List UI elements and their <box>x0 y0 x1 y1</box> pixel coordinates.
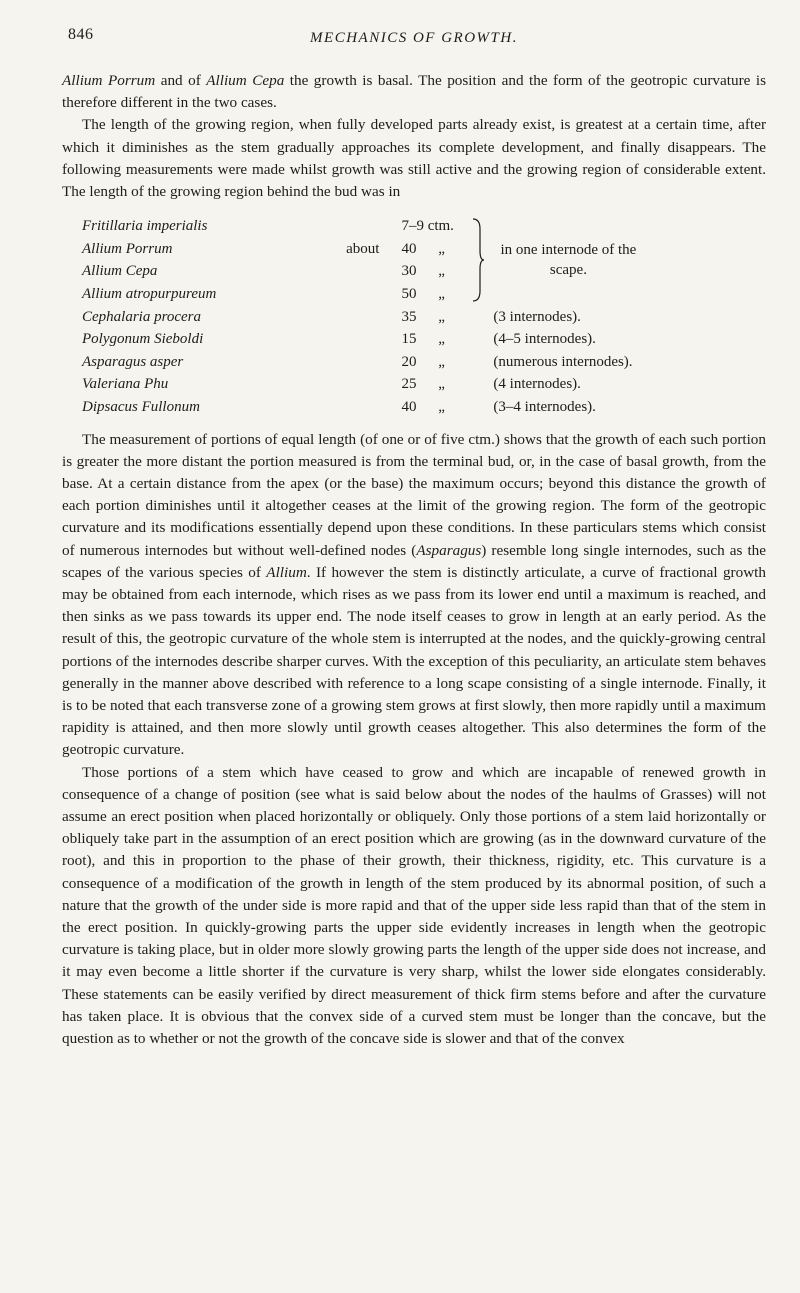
length-value: 7–9 <box>401 218 424 235</box>
length-value: 25 <box>401 376 417 393</box>
measurement-row <box>82 351 766 374</box>
length-value: 15 <box>401 331 417 348</box>
species-cell: Dipsacus Fullonum <box>82 398 200 415</box>
ditto-mark: „ <box>438 331 445 348</box>
about-cell: about <box>346 240 380 257</box>
about-cell <box>287 396 401 419</box>
length-value: 30 <box>401 263 417 280</box>
curvature-paragraph: Those portions of a stem which have ceased to grow and which are incapable of renewed growth in consequence of a change of position (see what is said below about the nodes of the haulms of Grasses) will not assume an erect position when placed horizontally or obliquely. Only those portions of a stem laid horizontally or obliquely take part in the assumption of an erect position which are growing (as in the downward curvature of the root), and this in proportion to the phase of their growth, their thickness, rigidity, etc. This curvature is a consequence of a modification of the growth in length of the stem produced by its abnormal position, of such a nature that the growth of the under side is more rapid and that of the upper side less rapid than that of the stem in the erect position. In quickly-growing parts the upper side evidently increases in length when the geotropic curvature is taking place, but in older more slowly growing parts the length of the upper side does not increase, and it may even become a little shorter if the curvature is very sharp, whilst the lower side elongates considerably. These statements can be easily verified by direct measurement of thick firm stems before and after the curvature has taken place. It is obvious that the convex side of a curved stem must be longer than the concave, but the question as to whether or not the growth of the concave side is slower and that of the convex <box>62 763 766 1048</box>
value-cell <box>401 260 468 283</box>
page-header <box>62 22 766 50</box>
about-cell <box>287 328 401 351</box>
species-name: Allium Porrum <box>62 72 156 89</box>
length-value: 20 <box>401 353 417 370</box>
measurement-discussion-paragraph <box>62 429 766 762</box>
ditto-mark: „ <box>438 240 445 257</box>
about-cell <box>287 306 401 329</box>
ditto-mark: „ <box>438 308 445 325</box>
species-cell: Polygonum Sieboldi <box>82 331 204 348</box>
measurement-row <box>82 306 766 329</box>
species-cell: Fritillaria imperialis <box>82 218 208 235</box>
species-cell: Cephalaria procera <box>82 308 202 325</box>
value-cell <box>401 215 468 238</box>
internode-note: (4 internodes). <box>493 376 581 393</box>
value-cell <box>401 373 468 396</box>
page-number: 846 <box>68 26 94 43</box>
growing-region-paragraph: The length of the growing region, when fully developed parts already exist, is greatest at a certain time, after which it diminishes as the stem gradually approaches its complete development, and finally disappears. The following measurements were made whilst growth was still active and the growing region of considerable extent. The length of the growing region behind the bud was in <box>62 116 766 201</box>
grouped-note-cell <box>493 215 766 305</box>
length-value: 35 <box>401 308 417 325</box>
species-cell: Asparagus asper <box>82 353 184 370</box>
length-value: 40 <box>401 398 417 415</box>
ditto-mark: „ <box>438 353 445 370</box>
grouped-note: in one internode of the scape. <box>500 242 637 279</box>
species-cell: Valeriana Phu <box>82 376 169 393</box>
about-cell <box>287 351 401 374</box>
value-cell <box>401 328 468 351</box>
value-cell <box>401 238 468 261</box>
genus-name: Asparagus <box>416 541 482 559</box>
spacer-cell <box>469 396 494 419</box>
ditto-mark: „ <box>438 398 445 415</box>
measurement-row <box>82 328 766 351</box>
ditto-mark: „ <box>438 263 445 280</box>
species-cell: Allium Cepa <box>82 263 158 280</box>
length-value: 50 <box>401 286 417 302</box>
intro-paragraph <box>62 70 766 114</box>
about-cell <box>287 283 401 306</box>
about-cell <box>287 215 401 238</box>
species-cell: Allium Porrum <box>82 240 173 257</box>
text-run: and of <box>155 72 207 89</box>
ditto-mark: „ <box>438 376 445 393</box>
internode-note: (4–5 internodes). <box>493 331 596 348</box>
unit-label: ctm. <box>427 218 454 235</box>
measurements-body <box>82 215 766 418</box>
measurements-table <box>82 215 766 418</box>
text-run: the growth is basal. The position and the form of the geotropic curvature is therefore different in the two cases. <box>62 72 766 112</box>
internode-note: (numerous internodes). <box>493 353 633 370</box>
spacer-cell <box>469 373 494 396</box>
internode-note: (3–4 internodes). <box>493 398 596 415</box>
about-cell <box>287 260 401 283</box>
measurement-row <box>82 373 766 396</box>
value-cell <box>401 283 468 306</box>
spacer-cell <box>469 351 494 374</box>
brace-icon <box>471 217 485 303</box>
brace-cell <box>469 215 494 305</box>
running-title: MECHANICS OF GROWTH. <box>310 30 518 46</box>
ditto-mark: „ <box>438 286 445 302</box>
internode-note: (3 internodes). <box>493 308 581 325</box>
measurement-row <box>82 215 766 238</box>
value-cell <box>401 306 468 329</box>
length-value: 40 <box>401 240 417 257</box>
species-cell: Allium atropurpureum <box>82 286 217 302</box>
spacer-cell <box>469 306 494 329</box>
text-run: The measurement of portions of equal length (of one or of five ctm.) shows that the growth of each such portion is greater the more distant the portion measured is from the terminal bud, or, in the case of basal growth, from the base. At a certain distance from the apex (or the base) the maximum occurs; beyond this distance the growth of each portion diminishes until it altogether ceases at the limit of the growing region. The form of the geotropic curvature and its modifications essentially depend upon these conditions. In these particulars stems which consist of numerous internodes but without well-defined nodes ( <box>62 430 766 559</box>
species-name: Allium Cepa <box>206 72 285 89</box>
text-run: ) resemble long single internodes, such as the scapes of the various species of <box>62 541 766 581</box>
value-cell <box>401 396 468 419</box>
book-page <box>62 22 766 1050</box>
measurement-row <box>82 396 766 419</box>
value-cell <box>401 351 468 374</box>
genus-name: Allium <box>266 563 307 581</box>
text-run: . If however the stem is distinctly articulate, a curve of fractional growth may be obtained from each internode, which rises as we pass from its lower end until a maximum is reached, and then sinks as we pass towards its upper end. The node itself ceases to grow in length at an early period. As the result of this, the geotropic curvature of the whole stem is interrupted at the nodes, and the quickly-growing central portions of the internodes describe sharper curves. With the exception of this peculiarity, an articulate stem behaves generally in the manner above described with reference to a long scape consisting of a single internode. Finally, it is to be noted that each transverse zone of a growing stem grows at first slowly, then more rapidly until a maximum rapidity is attained, and then more slowly until growth ceases altogether. This also determines the form of the geotropic curvature. <box>62 563 766 759</box>
spacer-cell <box>469 328 494 351</box>
about-cell <box>287 373 401 396</box>
